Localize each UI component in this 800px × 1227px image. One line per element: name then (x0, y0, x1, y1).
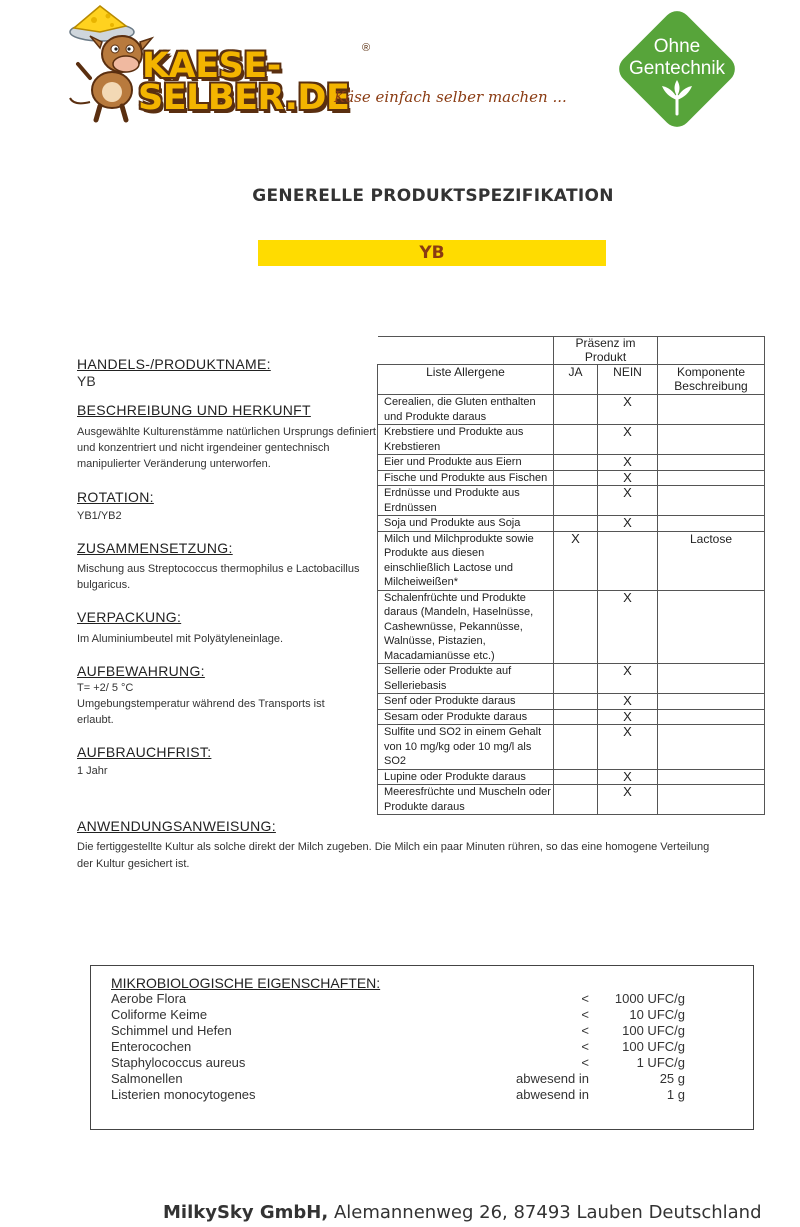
allergen-row (378, 709, 765, 725)
microbiology-row (111, 1007, 751, 1023)
shelf-life-text: 1 Jahr (77, 765, 108, 777)
allergen-no: X (598, 694, 658, 710)
allergen-yes (554, 470, 598, 486)
allergen-yes (554, 709, 598, 725)
description-text: Ausgewählte Kulturenstämme natürlichen Ursprungs definiert und konzentriert und nicht irgendeiner gentechnisch manipulierter Veränderung unterworfen. (77, 426, 376, 470)
micro-name: Staphylococcus aureus (111, 1055, 246, 1070)
micro-name: Listerien monocytogenes (111, 1087, 256, 1102)
allergen-component (658, 590, 765, 664)
micro-value: 1000 UFC/g (614, 991, 685, 1006)
allergen-component (658, 785, 765, 815)
allergen-no: X (598, 395, 658, 425)
allergen-name: Meeresfrüchte und Muscheln oder Produkte daraus (378, 785, 554, 815)
allergen-no (598, 531, 658, 590)
allergen-row (378, 769, 765, 785)
micro-value: 100 UFC/g (622, 1023, 685, 1038)
logo-wordmark (138, 46, 350, 118)
seal-line-1: Ohne (653, 36, 701, 57)
micro-value: 10 UFC/g (629, 1007, 685, 1022)
allergen-row (378, 590, 765, 664)
allergen-yes (554, 486, 598, 516)
allergen-no: X (598, 486, 658, 516)
allergen-component (658, 516, 765, 532)
micro-operator: < (581, 991, 589, 1006)
microbiology-row (111, 1039, 751, 1055)
allergen-row (378, 725, 765, 770)
allergen-yes (554, 769, 598, 785)
allergen-no: X (598, 709, 658, 725)
allergen-component (658, 470, 765, 486)
allergen-row (378, 395, 765, 425)
allergen-name: Sesam oder Produkte daraus (378, 709, 554, 725)
registered-mark: ® (362, 42, 371, 54)
allergen-yes (554, 664, 598, 694)
micro-operator: < (581, 1055, 589, 1070)
allergen-name: Schalenfrüchte und Produkte daraus (Mandeln, Haselnüsse, Cashewnüsse, Pekannüsse, Walnüsse, Pistazien, Macadamianüsse etc.) (378, 590, 554, 664)
micro-operator: < (581, 1039, 589, 1054)
allergen-yes (554, 725, 598, 770)
allergen-no: X (598, 785, 658, 815)
allergen-name: Lupine oder Produkte daraus (378, 769, 554, 785)
allergen-name: Soja und Produkte aus Soja (378, 516, 554, 532)
storage-text: Umgebungstemperatur während des Transports ist erlaubt. (77, 698, 325, 726)
micro-name: Salmonellen (111, 1071, 183, 1086)
allergen-yes (554, 516, 598, 532)
allergen-yes (554, 785, 598, 815)
usage-text: Die fertiggestellte Kultur als solche direkt der Milch zugeben. Die Milch ein paar Minuten rühren, so das eine homogene Verteilung der Kultur gesichert ist. (77, 841, 710, 870)
microbiology-row (111, 991, 751, 1007)
micro-name: Coliforme Keime (111, 1007, 208, 1022)
document-title: GENERELLE PRODUKTSPEZIFIKATION (252, 186, 614, 206)
allergen-name: Sulfite und SO2 in einem Gehalt von 10 mg/kg oder 10 mg/l als SO2 (378, 725, 554, 770)
microbiology-heading: MIKROBIOLOGISCHE EIGENSCHAFTEN: (111, 975, 381, 991)
usage-heading: ANWENDUNGSANWEISUNG: (77, 818, 276, 834)
allergen-component: Lactose (658, 531, 765, 590)
allergen-name: Senf oder Produkte daraus (378, 694, 554, 710)
product-details (77, 356, 377, 779)
allergen-component (658, 395, 765, 425)
allergen-name: Erdnüsse und Produkte aus Erdnüssen (378, 486, 554, 516)
allergen-table (377, 336, 765, 815)
allergen-yes (554, 395, 598, 425)
micro-value: 1 UFC/g (636, 1055, 685, 1070)
allergen-component (658, 425, 765, 455)
presence-header: Präsenz im Produkt (554, 337, 658, 365)
composition-text: Mischung aus Streptococcus thermophilus e Lactobacillus bulgaricus. (77, 563, 360, 591)
yes-header: JA (554, 365, 598, 395)
logo-line-1: KAESE- (142, 46, 281, 86)
allergen-yes: X (554, 531, 598, 590)
shelf-life-heading: AUFBRAUCHFRIST: (77, 744, 212, 760)
allergen-no: X (598, 590, 658, 664)
micro-name: Enterocochen (111, 1039, 192, 1054)
allergen-component (658, 455, 765, 471)
seal-label (612, 36, 742, 80)
allergen-table-body (378, 395, 765, 815)
micro-operator: < (581, 1007, 589, 1022)
seal-line-2: Gentechnik (628, 58, 726, 79)
allergen-yes (554, 425, 598, 455)
micro-operator: abwesend in (516, 1071, 589, 1086)
allergen-yes (554, 694, 598, 710)
packaging-text: Im Aluminiumbeutel mit Polyätyleneinlage. (77, 633, 284, 645)
micro-operator: abwesend in (516, 1087, 589, 1102)
microbiology-box (90, 965, 754, 1130)
allergen-yes (554, 590, 598, 664)
description-heading: BESCHREIBUNG UND HERKUNFT (77, 402, 311, 418)
component-header-blank (658, 337, 765, 365)
allergen-no: X (598, 455, 658, 471)
allergen-row (378, 455, 765, 471)
allergen-name: Krebstiere und Produkte aus Krebstieren (378, 425, 554, 455)
allergen-row (378, 516, 765, 532)
micro-operator: < (581, 1023, 589, 1038)
allergen-row (378, 694, 765, 710)
allergen-no: X (598, 425, 658, 455)
allergen-component (658, 725, 765, 770)
micro-value: 25 g (659, 1071, 685, 1086)
rotation-text: YB1/YB2 (77, 510, 122, 522)
composition-heading: ZUSAMMENSETZUNG: (77, 540, 233, 556)
footer-address (163, 1202, 762, 1223)
allergen-no: X (598, 516, 658, 532)
microbiology-row (111, 1071, 751, 1087)
allergen-name: Milch und Milchprodukte sowie Produkte aus diesen einschließlich Lactose und Milcheiweißen* (378, 531, 554, 590)
slogan: Käse einfach selber machen ... (334, 88, 567, 106)
allergen-component (658, 694, 765, 710)
allergen-name: Fische und Produkte aus Fischen (378, 470, 554, 486)
micro-value: 1 g (666, 1087, 685, 1102)
allergen-row (378, 470, 765, 486)
allergen-header-blank (378, 337, 554, 365)
allergen-name: Cerealien, die Gluten enthalten und Produkte daraus (378, 395, 554, 425)
allergen-no: X (598, 725, 658, 770)
allergen-header-row-2 (378, 365, 765, 395)
component-header: Komponente Beschreibung (658, 365, 765, 395)
allergen-no: X (598, 470, 658, 486)
allergen-no: X (598, 664, 658, 694)
footer-street: Alemannenweg 26, 87493 Lauben Deutschland (328, 1202, 762, 1223)
list-header: Liste Allergene (378, 365, 554, 395)
allergen-row (378, 486, 765, 516)
allergen-yes (554, 455, 598, 471)
micro-name: Aerobe Flora (111, 991, 187, 1006)
logo-line-2: SELBER.DE (138, 78, 350, 118)
storage-heading: AUFBEWAHRUNG: (77, 663, 205, 679)
footer-company: MilkySky GmbH, (163, 1202, 329, 1223)
allergen-component (658, 709, 765, 725)
name-heading: HANDELS-/PRODUKTNAME: (77, 356, 271, 372)
rotation-heading: ROTATION: (77, 489, 154, 505)
allergen-no: X (598, 769, 658, 785)
micro-name: Schimmel und Hefen (111, 1023, 232, 1038)
allergen-row (378, 531, 765, 590)
product-code-bar: YB (258, 240, 606, 266)
allergen-component (658, 486, 765, 516)
allergen-row (378, 664, 765, 694)
packaging-heading: VERPACKUNG: (77, 609, 182, 625)
microbiology-row (111, 1055, 751, 1071)
name-value: YB (77, 373, 96, 389)
company-logo (60, 2, 390, 127)
allergen-name: Sellerie oder Produkte auf Selleriebasis (378, 664, 554, 694)
microbiology-row (111, 1087, 751, 1103)
storage-temperature: T= +2/ 5 °C (77, 682, 134, 694)
usage-section (77, 818, 717, 873)
allergen-component (658, 769, 765, 785)
no-header: NEIN (598, 365, 658, 395)
allergen-component (658, 664, 765, 694)
micro-value: 100 UFC/g (622, 1039, 685, 1054)
microbiology-row (111, 1023, 751, 1039)
allergen-header-row-1 (378, 337, 765, 365)
allergen-row (378, 425, 765, 455)
allergen-name: Eier und Produkte aus Eiern (378, 455, 554, 471)
allergen-row (378, 785, 765, 815)
